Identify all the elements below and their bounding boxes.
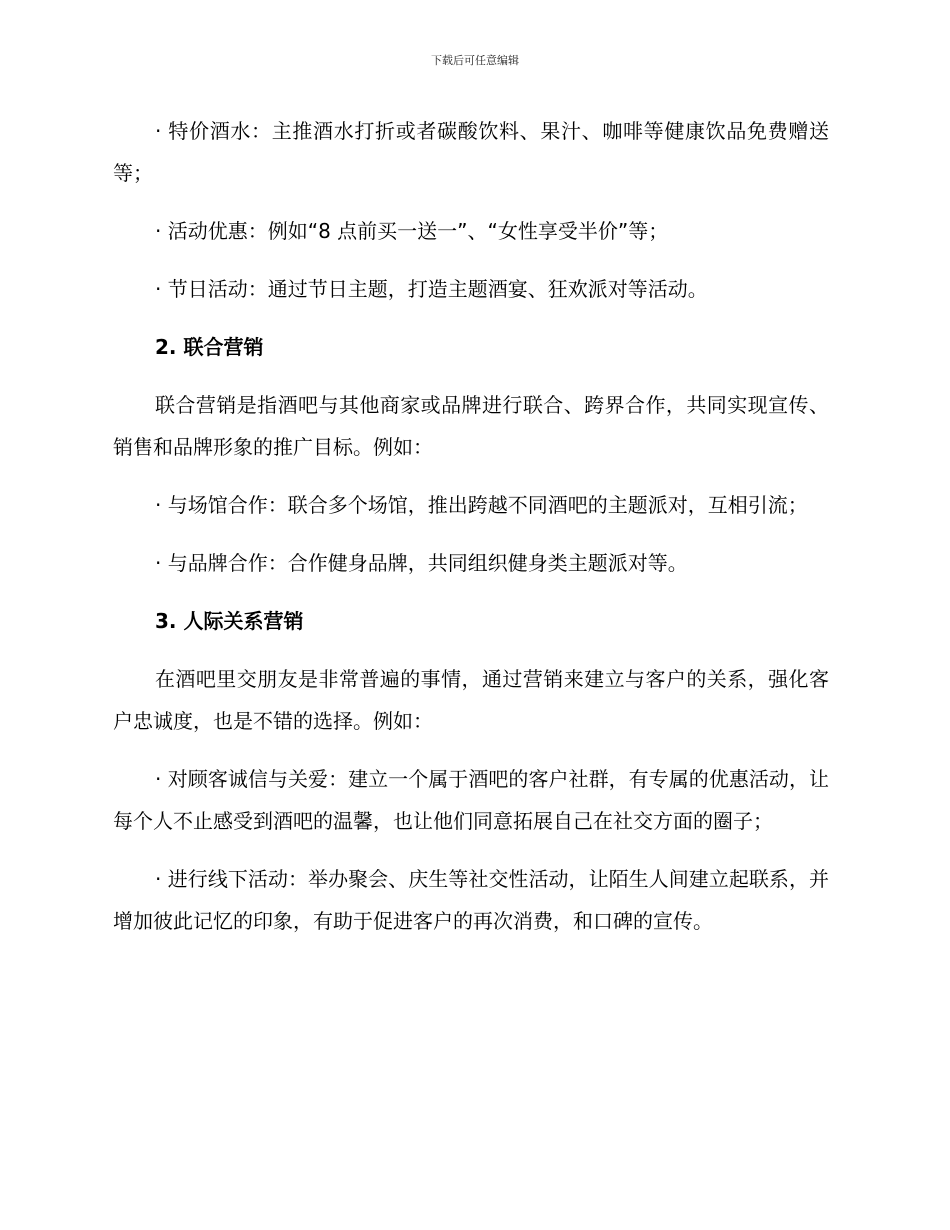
document-body: [113, 110, 829, 958]
paragraph-joint-marketing: 联合营销是指酒吧与其他商家或品牌进行联合、跨界合作，共同实现宣传、销售和品牌形象的推广目标。例如：: [113, 393, 829, 459]
page-header: 下载后可任意编辑: [431, 54, 519, 67]
section-heading-relationship-marketing: 3. 人际关系营销: [155, 609, 304, 633]
section-heading-joint-marketing: 2. 联合营销: [155, 335, 264, 359]
bullet-brand-cooperation: · 与品牌合作：合作健身品牌，共同组织健身类主题派对等。: [155, 551, 688, 575]
bullet-offline-activities: · 进行线下活动：举办聚会、庆生等社交性活动，让陌生人间建立起联系，并增加彼此记忆的印象，有助于促进客户的再次消费，和口碑的宣传。: [113, 867, 829, 933]
bullet-promotions: · 活动优惠：例如“8 点前买一送一”、“女性享受半价”等；: [155, 219, 669, 243]
bullet-venue-cooperation: · 与场馆合作：联合多个场馆，推出跨越不同酒吧的主题派对，互相引流；: [155, 493, 808, 517]
bullet-holiday-events: · 节日活动：通过节日主题，打造主题酒宴、狂欢派对等活动。: [155, 277, 708, 301]
paragraph-relationship-marketing: 在酒吧里交朋友是非常普遍的事情，通过营销来建立与客户的关系，强化客户忠诚度，也是不错的选择。例如：: [113, 667, 829, 733]
bullet-special-drinks: · 特价酒水：主推酒水打折或者碳酸饮料、果汁、咖啡等健康饮品免费赠送等；: [113, 119, 829, 185]
bullet-customer-care: · 对顾客诚信与关爱：建立一个属于酒吧的客户社群，有专属的优惠活动，让每个人不止感受到酒吧的温馨，也让他们同意拓展自己在社交方面的圈子；: [113, 767, 829, 833]
